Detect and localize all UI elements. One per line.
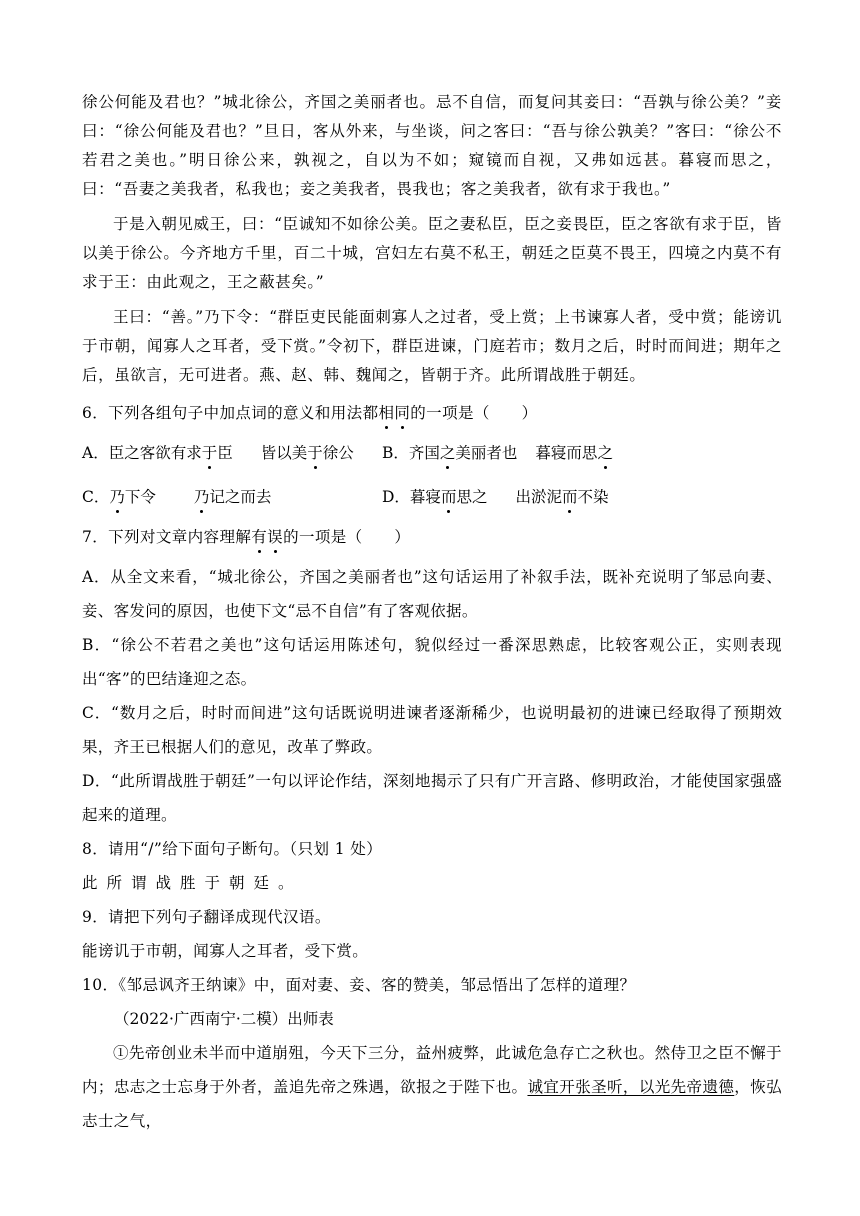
dotted-char: 有 bbox=[251, 528, 268, 546]
option-b: B．“徐公不若君之美也”这句话运用陈述句，貌似经过一番深思熟虑，比较客观公正，实则表现出“客”的巴结逢迎之态。 bbox=[82, 636, 782, 688]
question-9-stem: 9．请把下列句子翻译成现代汉语。 bbox=[82, 908, 331, 926]
document-page bbox=[82, 88, 782, 1138]
option-b: B．齐国之美丽者也 暮寝而思之 bbox=[382, 444, 613, 462]
next-passage bbox=[82, 1002, 782, 1138]
question-10-stem: 10．《邹忌讽齐王纳谏》中，面对妻、妾、客的赞美，邹忌悟出了怎样的道理？ bbox=[82, 976, 636, 994]
question-6-options-row-1 bbox=[82, 442, 782, 464]
passage-paragraph-1: ①先帝创业未半而中道崩殂，今天下三分，益州疲弊，此诚危急存亡之秋也。然侍卫之臣不懈于内；忠志之士忘身于外者，盖追先帝之殊遇，欲报之于陛下也。诚宜开张圣听，以光先帝遗德，恢弘志士之气， bbox=[82, 1044, 783, 1130]
option-c: C．“数月之后，时时而间进”这句话既说明进谏者逐渐稀少，也说明最初的进谏已经取得了预期效果，齐王已根据人们的意见，改革了弊政。 bbox=[82, 704, 782, 756]
passage-source: （2022·广西南宁·二模）出师表 bbox=[114, 1010, 334, 1028]
option-a: A．从全文来看，“城北徐公，齐国之美丽者也”这句话运用了补叙手法，既补充说明了邹忌向妻、妾、客发问的原因，也使下文“忌不自信”有了客观依据。 bbox=[82, 568, 782, 620]
dotted-char: 误 bbox=[267, 528, 284, 546]
question-10 bbox=[82, 968, 782, 1002]
underlined-sentence: 诚宜开张圣听，以光先帝遗德 bbox=[527, 1078, 735, 1096]
passage-paragraph-2: 于是入朝见威王，曰：“臣诚知不如徐公美。臣之妻私臣，臣之妾畏臣，臣之客欲有求于臣，皆以美于徐公。今齐地方千里，百二十城，宫妇左右莫不私王，朝廷之臣莫不畏王，四境之内莫不有求于王：由此观之，王之蔽甚矣。” bbox=[82, 215, 782, 291]
passage-zou-ji bbox=[82, 88, 782, 390]
option-a: A．臣之客欲有求于臣 皆以美于徐公 bbox=[82, 444, 354, 462]
question-8-stem: 8．请用“/”给下面句子断句。（只划 1 处） bbox=[82, 840, 383, 858]
dotted-char: 相 bbox=[378, 404, 395, 422]
option-c: C．乃下令 乃记之而去 bbox=[82, 488, 272, 506]
question-6 bbox=[82, 402, 782, 508]
passage-paragraph-1: 徐公何能及君也？”城北徐公，齐国之美丽者也。忌不自信，而复问其妾曰：“吾孰与徐公美？”妾曰：“徐公何能及君也？”旦日，客从外来，与坐谈，问之客曰：“吾与徐公孰美？”客曰：“徐公不若君之美也。”明日徐公来，孰视之，自以为不如；窥镜而自视，又弗如远甚。暮寝而思之，曰：“吾妻之美我者，私我也；妾之美我者，畏我也；客之美我者，欲有求于我也。” bbox=[82, 93, 782, 198]
question-9-sentence: 能谤讥于市朝，闻寡人之耳者，受下赏。 bbox=[82, 942, 369, 960]
question-6-options-row-2 bbox=[82, 486, 782, 508]
question-8-sentence: 此所谓战胜于朝廷。 bbox=[82, 874, 303, 892]
option-d: D．暮寝而思之 出淤泥而不染 bbox=[382, 488, 609, 506]
passage-paragraph-3: 王曰：“善。”乃下令：“群臣吏民能面刺寡人之过者，受上赏；上书谏寡人者，受中赏；能谤讥于市朝，闻寡人之耳者，受下赏。”令初下，群臣进谏，门庭若市；数月之后，时时而间进；期年之后，虽欲言，无可进者。燕、赵、韩、魏闻之，皆朝于齐。此所谓战胜于朝廷。 bbox=[82, 308, 782, 384]
question-8 bbox=[82, 832, 782, 900]
question-6-stem: 6．下列各组句子中加点词的意义和用法都相同的一项是（ ） bbox=[82, 404, 538, 422]
question-9 bbox=[82, 900, 782, 968]
question-7 bbox=[82, 526, 782, 832]
option-d: D．“此所谓战胜于朝廷”一句以评论作结，深刻地揭示了只有广开言路、修明政治，才能使国家强盛起来的道理。 bbox=[82, 772, 782, 824]
question-7-stem: 7．下列对文章内容理解有误的一项是（ ） bbox=[82, 528, 411, 546]
dotted-char: 同 bbox=[394, 404, 411, 422]
